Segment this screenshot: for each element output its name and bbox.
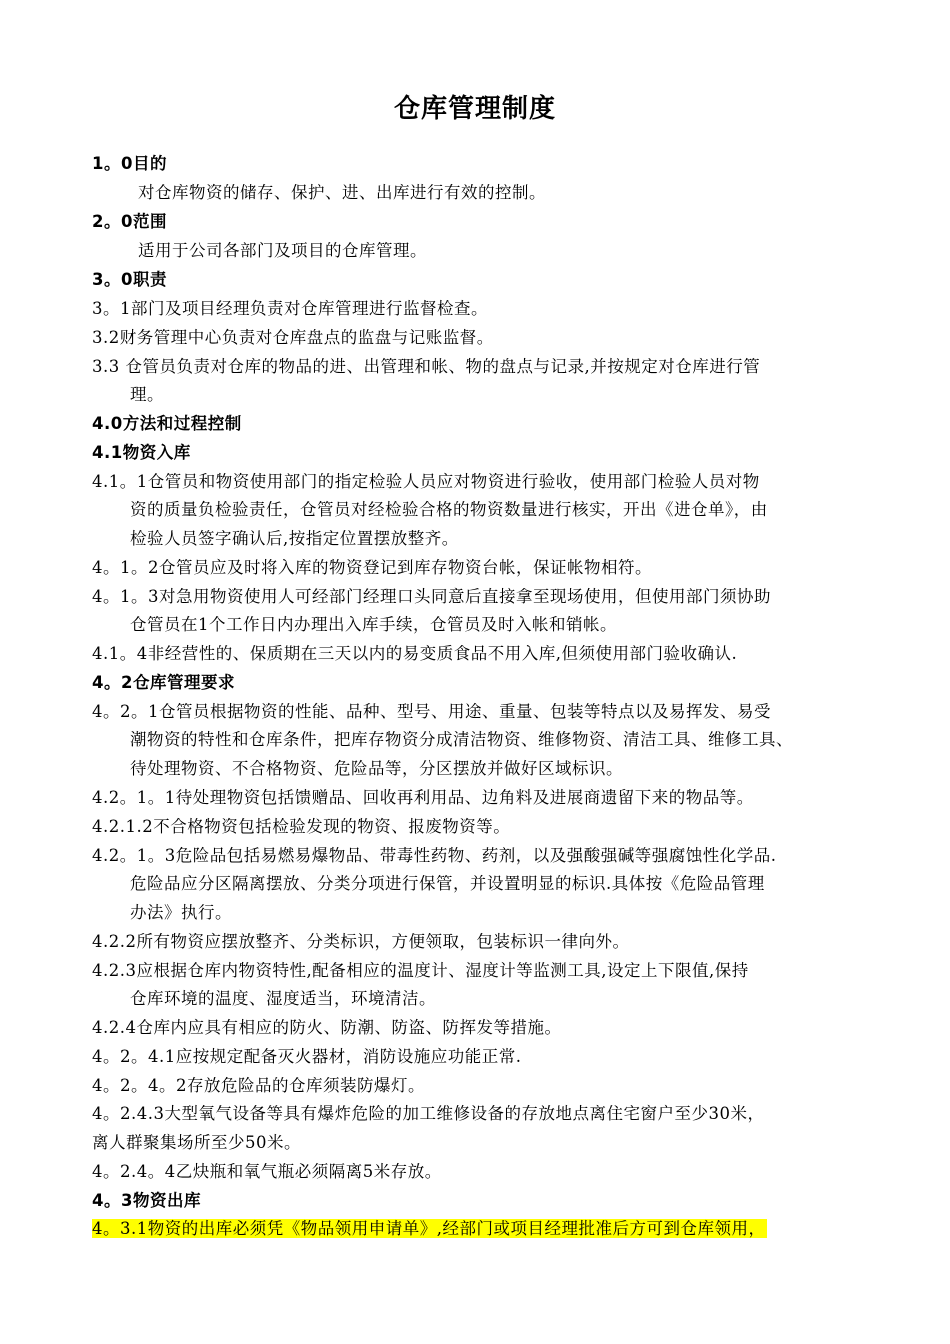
paragraph-continued: 潮物资的特性和仓库条件，把库存物资分成清洁物资、维修物资、清洁工具、维修工具、 [130,730,793,749]
paragraph: 4。2。4.1应按规定配备灭火器材，消防设施应功能正常. [92,1047,522,1066]
section-heading-duties: 3。0职责 [92,270,167,289]
paragraph: 4.1。1仓管员和物资使用部门的指定检验人员应对物资进行验收，使用部门检验人员对物 [92,472,760,491]
paragraph: 对仓库物资的储存、保护、进、出库进行有效的控制。 [138,183,546,202]
paragraph: 4.2。1。3危险品包括易燃易爆物品、带毒性药物、药剂，以及强酸强碱等强腐蚀性化学品. [92,846,777,865]
section-heading-outbound: 4。3物资出库 [92,1191,201,1210]
section-heading-scope: 2。0范围 [92,212,167,231]
paragraph: 4。1。3对急用物资使用人可经部门经理口头同意后直接拿至现场使用，但使用部门须协助 [92,587,771,606]
paragraph-continued: 资的质量负检验责任，仓管员对经检验合格的物资数量进行核实，开出《进仓单》，由 [130,500,768,519]
section-heading-requirements: 4。2仓库管理要求 [92,673,235,692]
paragraph-continued: 办法》执行。 [130,903,232,922]
paragraph: 4。2。1仓管员根据物资的性能、品种、型号、用途、重量、包装等特点以及易挥发、易受 [92,702,771,721]
document-title: 仓库管理制度 [393,94,556,124]
paragraph-continued: 危险品应分区隔离摆放、分类分项进行保管，并设置明显的标识.具体按《危险品管理 [130,874,765,893]
paragraph-continued: 待处理物资、不合格物资、危险品等，分区摆放并做好区域标识。 [130,759,623,778]
paragraph: 4。2.4.3大型氧气设备等具有爆炸危险的加工维修设备的存放地点离住宅窗户至少30米， [92,1104,765,1123]
paragraph: 4.2.4仓库内应具有相应的防火、防潮、防盗、防挥发等措施。 [92,1018,562,1037]
paragraph: 4.2.2所有物资应摆放整齐、分类标识，方便领取，包装标识一律向外。 [92,932,630,951]
paragraph: 4。2.4。4乙炔瓶和氧气瓶必须隔离5米存放。 [92,1162,442,1181]
paragraph: 3.2财务管理中心负责对仓库盘点的监盘与记账监督。 [92,328,494,347]
paragraph: 4.2.3应根据仓库内物资特性,配备相应的温度计、湿度计等监测工具,设定上下限值,保持 [92,961,749,980]
paragraph: 4.2。1。1待处理物资包括馈赠品、回收再利用品、边角料及进展商遗留下来的物品等。 [92,788,754,807]
highlighted-text: 4。3.1物资的出库必须凭《物品领用申请单》,经部门或项目经理批准后方可到仓库领用， [92,1219,766,1238]
paragraph: 3。1部门及项目经理负责对仓库管理进行监督检查。 [92,299,488,318]
paragraph: 4.1。4非经营性的、保质期在三天以内的易变质食品不用入库,但须使用部门验收确认. [92,644,738,663]
paragraph: 适用于公司各部门及项目的仓库管理。 [138,241,427,260]
paragraph-continued: 仓管员在1个工作日内办理出入库手续，仓管员及时入帐和销帐。 [130,615,617,634]
section-heading-purpose: 1。0目的 [92,154,167,173]
section-heading-inbound: 4.1物资入库 [92,443,191,462]
highlighted-paragraph [92,1219,882,1239]
paragraph: 4。2。4。2存放危险品的仓库须装防爆灯。 [92,1076,425,1095]
section-heading-methods: 4.0方法和过程控制 [92,414,242,433]
paragraph: 4.2.1.2不合格物资包括检验发现的物资、报废物资等。 [92,817,511,836]
paragraph-continued: 检验人员签字确认后,按指定位置摆放整齐。 [130,529,459,548]
paragraph-continued: 仓库环境的温度、湿度适当，环境清洁。 [130,989,436,1008]
paragraph-continued: 理。 [130,385,164,404]
paragraph-continued: 离人群聚集场所至少50米。 [92,1133,301,1152]
paragraph: 4。1。2仓管员应及时将入库的物资登记到库存物资台帐，保证帐物相符。 [92,558,652,577]
paragraph: 3.3 仓管员负责对仓库的物品的进、出管理和帐、物的盘点与记录,并按规定对仓库进行管 [92,357,761,376]
